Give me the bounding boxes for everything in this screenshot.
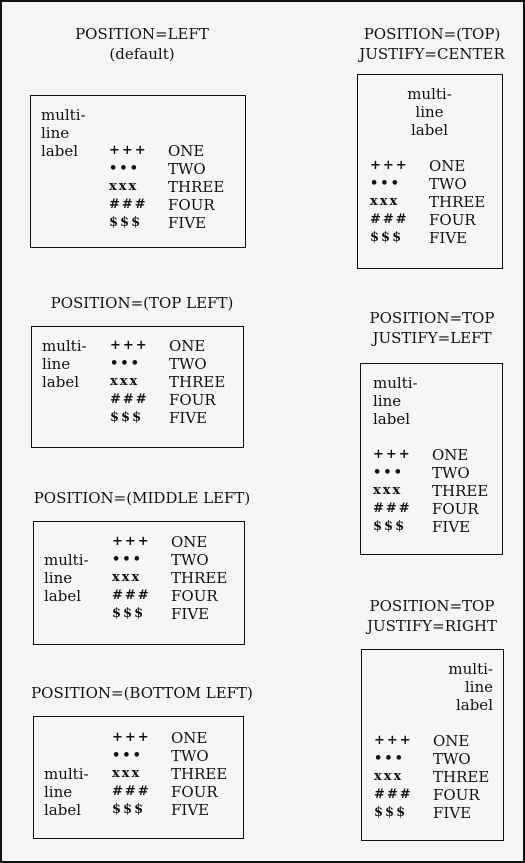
marker-hash: ### [370, 212, 409, 227]
marker-dollar: $$$ [370, 230, 404, 245]
panel-top-justify-left [360, 363, 503, 555]
label-line: multi- [44, 551, 89, 569]
item-three: THREE [168, 178, 225, 196]
marker-dollar: $$$ [112, 802, 146, 817]
item-three: THREE [171, 569, 228, 587]
marker-x: xxx [110, 374, 140, 389]
item-five: FIVE [433, 804, 472, 822]
item-one: ONE [429, 157, 466, 175]
heading-top-left [22, 293, 262, 313]
marker-x: xxx [374, 769, 404, 784]
heading-line: JUSTIFY=LEFT [372, 329, 492, 347]
heading-line: POSITION=(TOP LEFT) [50, 294, 234, 312]
item-two: TWO [433, 750, 471, 768]
heading-left-default [42, 24, 242, 64]
item-four: FOUR [169, 391, 216, 409]
label-line: line [464, 678, 493, 696]
heading-line: POSITION=(MIDDLE LEFT) [33, 489, 251, 507]
marker-hash: ### [112, 784, 151, 799]
heading-line: POSITION=TOP [369, 597, 495, 615]
item-three: THREE [433, 768, 490, 786]
marker-dollar: $$$ [109, 215, 143, 230]
item-one: ONE [169, 337, 206, 355]
label-line: label [373, 410, 411, 428]
item-one: ONE [171, 729, 208, 747]
item-one: ONE [171, 533, 208, 551]
item-four: FOUR [168, 196, 215, 214]
label-line: multi- [448, 660, 493, 678]
marker-x: xxx [109, 179, 139, 194]
label-line: line [373, 392, 402, 410]
label-line: label [455, 696, 493, 714]
label-line: line [41, 124, 70, 142]
marker-dot: ••• [370, 176, 401, 191]
label-line: label [410, 121, 449, 139]
item-two: TWO [168, 160, 206, 178]
item-three: THREE [432, 482, 489, 500]
marker-dot: ••• [109, 161, 140, 176]
label-line: multi- [41, 106, 86, 124]
marker-plus: +++ [370, 158, 409, 173]
label-line: multi- [42, 337, 87, 355]
item-three: THREE [169, 373, 226, 391]
label-line: line [44, 783, 73, 801]
panel-top-left [31, 326, 244, 448]
marker-dot: ••• [373, 465, 404, 480]
marker-dot: ••• [374, 751, 405, 766]
marker-dollar: $$$ [374, 805, 408, 820]
marker-dollar: $$$ [110, 410, 144, 425]
item-one: ONE [432, 446, 469, 464]
heading-line: POSITION=LEFT [75, 25, 209, 43]
label-line: label [44, 801, 82, 819]
marker-plus: +++ [373, 447, 412, 462]
marker-dot: ••• [112, 748, 143, 763]
heading-bottom-left [12, 683, 272, 703]
item-one: ONE [433, 732, 470, 750]
panel-top-center [357, 74, 503, 269]
label-line: line [42, 355, 71, 373]
heading-line: (default) [109, 45, 175, 63]
label-line: label [44, 587, 82, 605]
item-four: FOUR [429, 211, 476, 229]
item-five: FIVE [169, 409, 208, 427]
item-three: THREE [171, 765, 228, 783]
label-line: label [41, 142, 79, 160]
label-line: line [415, 103, 444, 121]
marker-hash: ### [374, 787, 413, 802]
marker-dot: ••• [110, 356, 141, 371]
item-four: FOUR [432, 500, 479, 518]
item-five: FIVE [168, 214, 207, 232]
marker-plus: +++ [112, 730, 151, 745]
heading-line: JUSTIFY=RIGHT [366, 617, 498, 635]
item-two: TWO [171, 551, 209, 569]
marker-x: xxx [373, 483, 403, 498]
heading-line: POSITION=(TOP) [363, 25, 501, 43]
item-two: TWO [171, 747, 209, 765]
panel-bottom-left [33, 716, 244, 839]
marker-dollar: $$$ [373, 519, 407, 534]
item-five: FIVE [171, 605, 210, 623]
heading-top-justify-left [342, 308, 522, 348]
panel-top-justify-right [361, 649, 504, 841]
label-line: multi- [407, 85, 452, 103]
item-five: FIVE [171, 801, 210, 819]
marker-hash: ### [373, 501, 412, 516]
marker-x: xxx [112, 766, 142, 781]
label-line: multi- [44, 765, 89, 783]
heading-top-center [342, 24, 522, 64]
marker-hash: ### [109, 197, 148, 212]
item-two: TWO [429, 175, 467, 193]
item-two: TWO [169, 355, 207, 373]
marker-plus: +++ [112, 534, 151, 549]
marker-plus: +++ [109, 143, 148, 158]
item-five: FIVE [429, 229, 468, 247]
heading-top-justify-right [342, 596, 522, 636]
marker-plus: +++ [374, 733, 413, 748]
marker-dot: ••• [112, 552, 143, 567]
marker-x: xxx [370, 194, 400, 209]
heading-line: POSITION=(BOTTOM LEFT) [31, 684, 253, 702]
marker-hash: ### [110, 392, 149, 407]
item-three: THREE [429, 193, 486, 211]
item-four: FOUR [171, 783, 218, 801]
item-two: TWO [432, 464, 470, 482]
label-line: line [44, 569, 73, 587]
heading-middle-left [12, 488, 272, 508]
panel-middle-left [33, 521, 245, 645]
heading-line: POSITION=TOP [369, 309, 495, 327]
label-line: label [42, 373, 80, 391]
item-five: FIVE [432, 518, 471, 536]
item-four: FOUR [433, 786, 480, 804]
marker-dollar: $$$ [112, 606, 146, 621]
marker-hash: ### [112, 588, 151, 603]
marker-plus: +++ [110, 338, 149, 353]
marker-x: xxx [112, 570, 142, 585]
item-one: ONE [168, 142, 205, 160]
heading-line: JUSTIFY=CENTER [359, 45, 505, 63]
label-line: multi- [373, 374, 418, 392]
panel-left-default [30, 95, 246, 248]
item-four: FOUR [171, 587, 218, 605]
